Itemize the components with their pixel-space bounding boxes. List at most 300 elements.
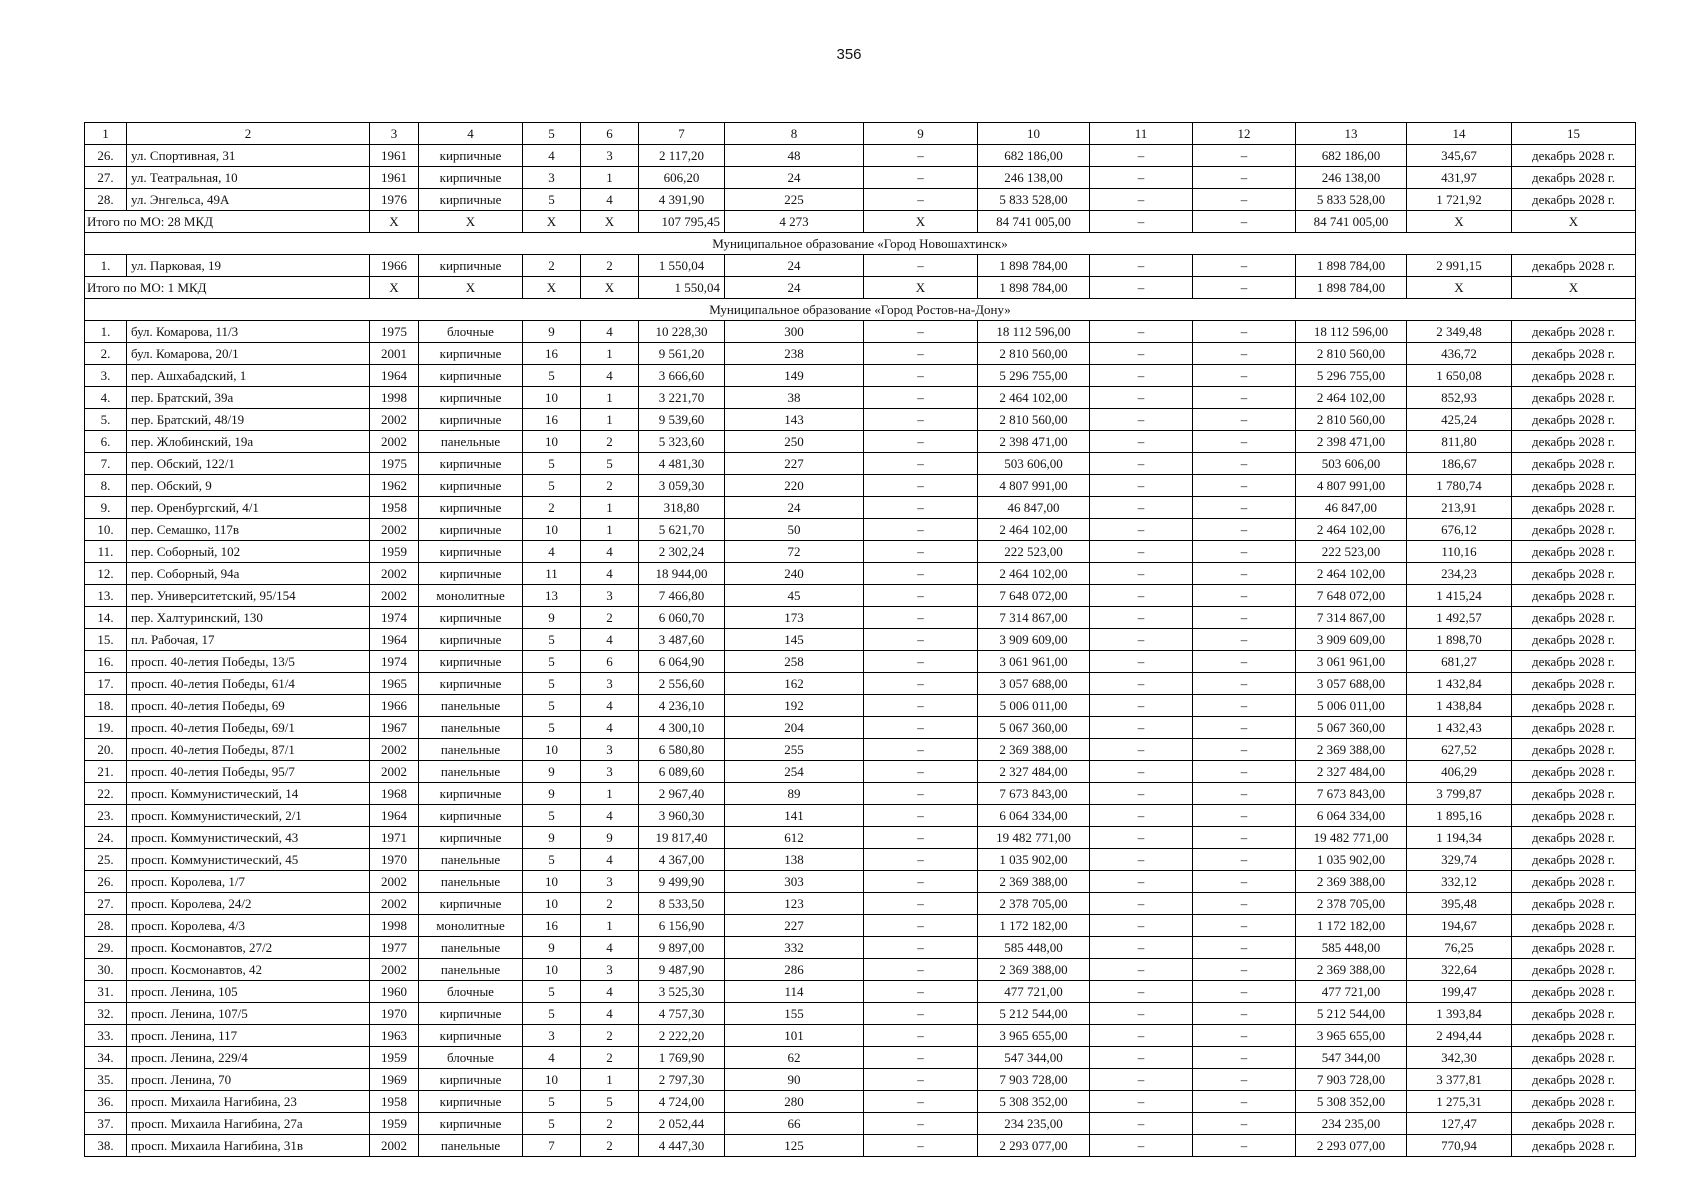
- table-cell: 2: [523, 497, 581, 519]
- table-cell: 1 172 182,00: [1296, 915, 1407, 937]
- table-cell: 3 799,87: [1407, 783, 1512, 805]
- table-cell: 18 944,00: [639, 563, 725, 585]
- table-cell: 2 967,40: [639, 783, 725, 805]
- table-cell: 5 833 528,00: [1296, 189, 1407, 211]
- table-cell: –: [1090, 475, 1193, 497]
- table-cell: 50: [725, 519, 864, 541]
- table-cell: 1 550,04: [639, 255, 725, 277]
- table-cell: декабрь 2028 г.: [1512, 585, 1636, 607]
- row-index: 35.: [85, 1069, 127, 1091]
- table-cell: 3: [581, 871, 639, 893]
- table-cell: декабрь 2028 г.: [1512, 189, 1636, 211]
- table-cell: –: [864, 761, 978, 783]
- table-cell: –: [1193, 761, 1296, 783]
- table-cell: 3: [523, 167, 581, 189]
- table-cell: –: [1090, 981, 1193, 1003]
- table-cell: 4 807 991,00: [1296, 475, 1407, 497]
- table-cell: –: [1193, 541, 1296, 563]
- table-cell: 1 035 902,00: [978, 849, 1090, 871]
- table-cell: –: [1193, 959, 1296, 981]
- table-cell: –: [1193, 387, 1296, 409]
- table-row: [85, 981, 1636, 1003]
- row-index: 3.: [85, 365, 127, 387]
- table-cell: 9: [523, 761, 581, 783]
- table-cell: –: [864, 673, 978, 695]
- table-cell: 24: [725, 255, 864, 277]
- building-address: пер. Обский, 9: [127, 475, 370, 497]
- building-address: просп. Ленина, 117: [127, 1025, 370, 1047]
- table-cell: 10: [523, 519, 581, 541]
- table-cell: –: [1090, 409, 1193, 431]
- table-cell: 38: [725, 387, 864, 409]
- table-cell: 2: [523, 255, 581, 277]
- table-cell: 431,97: [1407, 167, 1512, 189]
- row-index: 31.: [85, 981, 127, 1003]
- table-cell: панельные: [419, 761, 523, 783]
- table-cell: –: [864, 1091, 978, 1113]
- table-cell: кирпичные: [419, 255, 523, 277]
- column-number-header-2: 2: [127, 123, 370, 145]
- table-cell: панельные: [419, 1135, 523, 1157]
- building-address: бул. Комарова, 20/1: [127, 343, 370, 365]
- table-row: [85, 497, 1636, 519]
- table-cell: 250: [725, 431, 864, 453]
- table-cell: 2002: [370, 519, 419, 541]
- table-cell: декабрь 2028 г.: [1512, 915, 1636, 937]
- table-row: [85, 453, 1636, 475]
- total-cell: X: [581, 211, 639, 233]
- table-cell: 322,64: [1407, 959, 1512, 981]
- table-cell: 1969: [370, 1069, 419, 1091]
- table-cell: 9: [523, 937, 581, 959]
- table-cell: 1974: [370, 607, 419, 629]
- table-cell: 3 061 961,00: [1296, 651, 1407, 673]
- table-cell: 2002: [370, 893, 419, 915]
- table-cell: 24: [725, 167, 864, 189]
- table-cell: –: [1193, 827, 1296, 849]
- table-row: [85, 717, 1636, 739]
- table-cell: 5: [523, 849, 581, 871]
- table-cell: 19 817,40: [639, 827, 725, 849]
- table-cell: кирпичные: [419, 783, 523, 805]
- table-cell: –: [864, 409, 978, 431]
- table-cell: 1 172 182,00: [978, 915, 1090, 937]
- table-cell: –: [1193, 805, 1296, 827]
- table-cell: 1963: [370, 1025, 419, 1047]
- table-cell: 3 965 655,00: [1296, 1025, 1407, 1047]
- table-cell: 4 367,00: [639, 849, 725, 871]
- table-cell: 1966: [370, 255, 419, 277]
- table-cell: 7 314 867,00: [978, 607, 1090, 629]
- table-cell: 19 482 771,00: [1296, 827, 1407, 849]
- table-cell: 329,74: [1407, 849, 1512, 871]
- table-cell: 1 438,84: [1407, 695, 1512, 717]
- table-cell: 3 909 609,00: [978, 629, 1090, 651]
- table-cell: 2 369 388,00: [1296, 959, 1407, 981]
- table-cell: кирпичные: [419, 607, 523, 629]
- table-cell: 1959: [370, 1047, 419, 1069]
- table-cell: 2002: [370, 739, 419, 761]
- table-cell: 16: [523, 409, 581, 431]
- building-address: просп. 40-летия Победы, 61/4: [127, 673, 370, 695]
- row-index: 4.: [85, 387, 127, 409]
- table-cell: 4: [581, 937, 639, 959]
- table-cell: 477 721,00: [978, 981, 1090, 1003]
- table-cell: панельные: [419, 695, 523, 717]
- table-cell: –: [864, 739, 978, 761]
- table-cell: –: [1090, 321, 1193, 343]
- table-cell: декабрь 2028 г.: [1512, 717, 1636, 739]
- table-cell: 2 810 560,00: [978, 409, 1090, 431]
- table-cell: –: [1090, 673, 1193, 695]
- table-row: [85, 167, 1636, 189]
- table-cell: 3 525,30: [639, 981, 725, 1003]
- table-cell: 10: [523, 871, 581, 893]
- table-cell: 5: [523, 717, 581, 739]
- table-cell: панельные: [419, 717, 523, 739]
- row-index: 16.: [85, 651, 127, 673]
- table-cell: –: [1090, 1113, 1193, 1135]
- table-cell: 10: [523, 1069, 581, 1091]
- table-row: [85, 1047, 1636, 1069]
- table-cell: 1958: [370, 1091, 419, 1113]
- building-address: просп. Михаила Нагибина, 31в: [127, 1135, 370, 1157]
- table-cell: 4: [581, 189, 639, 211]
- table-cell: декабрь 2028 г.: [1512, 871, 1636, 893]
- row-index: 21.: [85, 761, 127, 783]
- table-cell: кирпичные: [419, 475, 523, 497]
- table-cell: –: [864, 189, 978, 211]
- table-cell: –: [1193, 1113, 1296, 1135]
- table-cell: 681,27: [1407, 651, 1512, 673]
- table-cell: 7 648 072,00: [1296, 585, 1407, 607]
- table-cell: декабрь 2028 г.: [1512, 893, 1636, 915]
- column-number-header-1: 1: [85, 123, 127, 145]
- row-index: 12.: [85, 563, 127, 585]
- table-cell: 5 212 544,00: [1296, 1003, 1407, 1025]
- table-cell: –: [1193, 563, 1296, 585]
- table-cell: 258: [725, 651, 864, 673]
- table-cell: 46 847,00: [978, 497, 1090, 519]
- table-cell: 72: [725, 541, 864, 563]
- table-cell: 7: [523, 1135, 581, 1157]
- table-cell: 5 006 011,00: [1296, 695, 1407, 717]
- table-cell: 2 369 388,00: [978, 959, 1090, 981]
- table-cell: –: [1090, 519, 1193, 541]
- building-address: пер. Халтуринский, 130: [127, 607, 370, 629]
- table-row: [85, 541, 1636, 563]
- table-cell: 4: [581, 717, 639, 739]
- table-cell: –: [864, 805, 978, 827]
- table-cell: –: [1090, 585, 1193, 607]
- table-row: [85, 365, 1636, 387]
- table-cell: 2: [581, 475, 639, 497]
- table-cell: 2 464 102,00: [1296, 387, 1407, 409]
- table-cell: 1961: [370, 145, 419, 167]
- table-cell: 204: [725, 717, 864, 739]
- table-cell: –: [1090, 739, 1193, 761]
- table-cell: 5: [523, 695, 581, 717]
- table-cell: кирпичные: [419, 365, 523, 387]
- table-cell: 2: [581, 255, 639, 277]
- table-cell: 547 344,00: [978, 1047, 1090, 1069]
- table-cell: 682 186,00: [1296, 145, 1407, 167]
- table-cell: блочные: [419, 1047, 523, 1069]
- table-cell: декабрь 2028 г.: [1512, 167, 1636, 189]
- table-cell: 1 492,57: [1407, 607, 1512, 629]
- table-cell: монолитные: [419, 585, 523, 607]
- table-cell: 5 296 755,00: [978, 365, 1090, 387]
- total-cell: X: [581, 277, 639, 299]
- table-cell: кирпичные: [419, 893, 523, 915]
- table-cell: 6 064,90: [639, 651, 725, 673]
- table-cell: 4 724,00: [639, 1091, 725, 1113]
- table-cell: декабрь 2028 г.: [1512, 981, 1636, 1003]
- table-cell: 2: [581, 1135, 639, 1157]
- table-cell: –: [864, 871, 978, 893]
- total-cell: X: [370, 211, 419, 233]
- table-cell: –: [864, 431, 978, 453]
- table-cell: –: [864, 893, 978, 915]
- table-cell: 7 903 728,00: [978, 1069, 1090, 1091]
- table-cell: –: [1193, 343, 1296, 365]
- table-cell: 1966: [370, 695, 419, 717]
- table-row: [85, 783, 1636, 805]
- row-index: 15.: [85, 629, 127, 651]
- table-cell: –: [1193, 981, 1296, 1003]
- table-cell: 2 464 102,00: [1296, 563, 1407, 585]
- table-cell: кирпичные: [419, 1069, 523, 1091]
- total-cell: 1 898 784,00: [1296, 277, 1407, 299]
- municipality-section-title: Муниципальное образование «Город Ростов-на-Дону»: [85, 299, 1636, 321]
- table-cell: 227: [725, 453, 864, 475]
- municipality-section-row: [85, 299, 1636, 321]
- table-cell: декабрь 2028 г.: [1512, 1113, 1636, 1135]
- building-address: пер. Обский, 122/1: [127, 453, 370, 475]
- building-address: просп. Коммунистический, 43: [127, 827, 370, 849]
- table-cell: –: [864, 1003, 978, 1025]
- building-address: просп. Михаила Нагибина, 27а: [127, 1113, 370, 1135]
- column-number-header-10: 10: [978, 123, 1090, 145]
- table-row: [85, 255, 1636, 277]
- municipality-section-title: Муниципальное образование «Город Новошахтинск»: [85, 233, 1636, 255]
- table-cell: 2 464 102,00: [978, 519, 1090, 541]
- table-cell: 45: [725, 585, 864, 607]
- table-cell: 1 780,74: [1407, 475, 1512, 497]
- table-cell: –: [1090, 365, 1193, 387]
- table-cell: 1: [581, 343, 639, 365]
- table-cell: 9: [523, 827, 581, 849]
- table-cell: кирпичные: [419, 343, 523, 365]
- row-index: 5.: [85, 409, 127, 431]
- table-cell: 4: [581, 1003, 639, 1025]
- table-cell: 4: [581, 629, 639, 651]
- table-cell: –: [1090, 651, 1193, 673]
- table-cell: кирпичные: [419, 629, 523, 651]
- table-cell: 149: [725, 365, 864, 387]
- table-cell: 1: [581, 1069, 639, 1091]
- table-cell: декабрь 2028 г.: [1512, 475, 1636, 497]
- table-cell: декабрь 2028 г.: [1512, 849, 1636, 871]
- building-address: просп. 40-летия Победы, 95/7: [127, 761, 370, 783]
- table-cell: 627,52: [1407, 739, 1512, 761]
- table-cell: 303: [725, 871, 864, 893]
- building-address: пл. Рабочая, 17: [127, 629, 370, 651]
- table-cell: 5 296 755,00: [1296, 365, 1407, 387]
- table-cell: 3 057 688,00: [1296, 673, 1407, 695]
- building-address: пер. Жлобинский, 19а: [127, 431, 370, 453]
- total-label: Итого по МО: 28 МКД: [85, 211, 370, 233]
- column-number-header-11: 11: [1090, 123, 1193, 145]
- total-cell: X: [1407, 277, 1512, 299]
- table-cell: 222 523,00: [978, 541, 1090, 563]
- table-cell: 425,24: [1407, 409, 1512, 431]
- row-index: 26.: [85, 145, 127, 167]
- row-index: 18.: [85, 695, 127, 717]
- table-cell: 238: [725, 343, 864, 365]
- table-cell: –: [864, 651, 978, 673]
- table-cell: –: [1090, 717, 1193, 739]
- table-cell: 342,30: [1407, 1047, 1512, 1069]
- table-cell: 3 377,81: [1407, 1069, 1512, 1091]
- table-cell: –: [864, 563, 978, 585]
- building-address: просп. 40-летия Победы, 13/5: [127, 651, 370, 673]
- table-cell: кирпичные: [419, 497, 523, 519]
- table-cell: 2002: [370, 871, 419, 893]
- table-cell: 406,29: [1407, 761, 1512, 783]
- building-address: просп. Коммунистический, 14: [127, 783, 370, 805]
- table-cell: 9: [523, 607, 581, 629]
- table-cell: 2 797,30: [639, 1069, 725, 1091]
- building-address: просп. Ленина, 70: [127, 1069, 370, 1091]
- table-cell: кирпичные: [419, 1025, 523, 1047]
- row-index: 27.: [85, 893, 127, 915]
- column-number-header-14: 14: [1407, 123, 1512, 145]
- table-cell: 852,93: [1407, 387, 1512, 409]
- table-cell: блочные: [419, 981, 523, 1003]
- table-cell: 3: [523, 1025, 581, 1047]
- table-cell: кирпичные: [419, 563, 523, 585]
- table-cell: 770,94: [1407, 1135, 1512, 1157]
- table-cell: –: [864, 717, 978, 739]
- table-cell: 5 212 544,00: [978, 1003, 1090, 1025]
- column-number-header-4: 4: [419, 123, 523, 145]
- building-address: просп. Коммунистический, 45: [127, 849, 370, 871]
- table-cell: 1998: [370, 915, 419, 937]
- table-cell: 3: [581, 739, 639, 761]
- table-cell: –: [1193, 145, 1296, 167]
- table-cell: 9: [523, 321, 581, 343]
- table-cell: монолитные: [419, 915, 523, 937]
- table-cell: 332: [725, 937, 864, 959]
- table-row: [85, 145, 1636, 167]
- table-cell: 1965: [370, 673, 419, 695]
- building-address: бул. Комарова, 11/3: [127, 321, 370, 343]
- table-cell: 101: [725, 1025, 864, 1047]
- table-cell: 547 344,00: [1296, 1047, 1407, 1069]
- table-cell: –: [1090, 1135, 1193, 1157]
- table-cell: –: [1090, 1047, 1193, 1069]
- table-row: [85, 827, 1636, 849]
- table-cell: –: [1193, 1091, 1296, 1113]
- table-cell: 2 556,60: [639, 673, 725, 695]
- table-cell: декабрь 2028 г.: [1512, 1025, 1636, 1047]
- table-row: [85, 629, 1636, 651]
- table-row: [85, 849, 1636, 871]
- table-cell: 1 275,31: [1407, 1091, 1512, 1113]
- table-row: [85, 409, 1636, 431]
- table-cell: –: [1193, 1069, 1296, 1091]
- table-cell: 3 059,30: [639, 475, 725, 497]
- table-cell: 1 898,70: [1407, 629, 1512, 651]
- page-number: 356: [836, 46, 862, 63]
- table-cell: 2 398 471,00: [1296, 431, 1407, 453]
- table-cell: 9 487,90: [639, 959, 725, 981]
- table-cell: панельные: [419, 849, 523, 871]
- table-cell: панельные: [419, 431, 523, 453]
- table-cell: 811,80: [1407, 431, 1512, 453]
- table-cell: –: [1090, 827, 1193, 849]
- table-cell: –: [1090, 871, 1193, 893]
- total-cell: X: [864, 211, 978, 233]
- row-index: 8.: [85, 475, 127, 497]
- table-cell: 4 447,30: [639, 1135, 725, 1157]
- table-cell: декабрь 2028 г.: [1512, 629, 1636, 651]
- table-cell: 503 606,00: [1296, 453, 1407, 475]
- table-cell: –: [864, 607, 978, 629]
- table-cell: декабрь 2028 г.: [1512, 827, 1636, 849]
- table-cell: –: [1090, 1025, 1193, 1047]
- table-cell: –: [864, 695, 978, 717]
- table-cell: 1: [581, 497, 639, 519]
- table-row: [85, 431, 1636, 453]
- table-cell: 1 898 784,00: [978, 255, 1090, 277]
- table-cell: 1 721,92: [1407, 189, 1512, 211]
- row-index: 17.: [85, 673, 127, 695]
- table-cell: 234 235,00: [978, 1113, 1090, 1135]
- column-number-header-5: 5: [523, 123, 581, 145]
- row-index: 33.: [85, 1025, 127, 1047]
- table-cell: декабрь 2028 г.: [1512, 255, 1636, 277]
- column-number-header-9: 9: [864, 123, 978, 145]
- table-cell: –: [864, 937, 978, 959]
- table-cell: 4: [523, 1047, 581, 1069]
- table-cell: –: [1193, 1025, 1296, 1047]
- table-cell: декабрь 2028 г.: [1512, 343, 1636, 365]
- building-address: просп. Космонавтов, 42: [127, 959, 370, 981]
- table-cell: 1: [581, 387, 639, 409]
- table-cell: 3: [581, 585, 639, 607]
- row-index: 24.: [85, 827, 127, 849]
- table-row: [85, 805, 1636, 827]
- table-row: [85, 893, 1636, 915]
- table-cell: 18 112 596,00: [978, 321, 1090, 343]
- table-cell: 9: [581, 827, 639, 849]
- table-cell: 2 293 077,00: [978, 1135, 1090, 1157]
- table-cell: 4: [581, 321, 639, 343]
- table-cell: 4: [581, 805, 639, 827]
- table-cell: –: [864, 541, 978, 563]
- table-row: [85, 915, 1636, 937]
- table-cell: 125: [725, 1135, 864, 1157]
- table-cell: –: [1193, 717, 1296, 739]
- table-cell: 1 650,08: [1407, 365, 1512, 387]
- table-cell: 5: [523, 1003, 581, 1025]
- row-index: 34.: [85, 1047, 127, 1069]
- building-address: пер. Братский, 39а: [127, 387, 370, 409]
- table-cell: –: [1090, 849, 1193, 871]
- table-cell: 1976: [370, 189, 419, 211]
